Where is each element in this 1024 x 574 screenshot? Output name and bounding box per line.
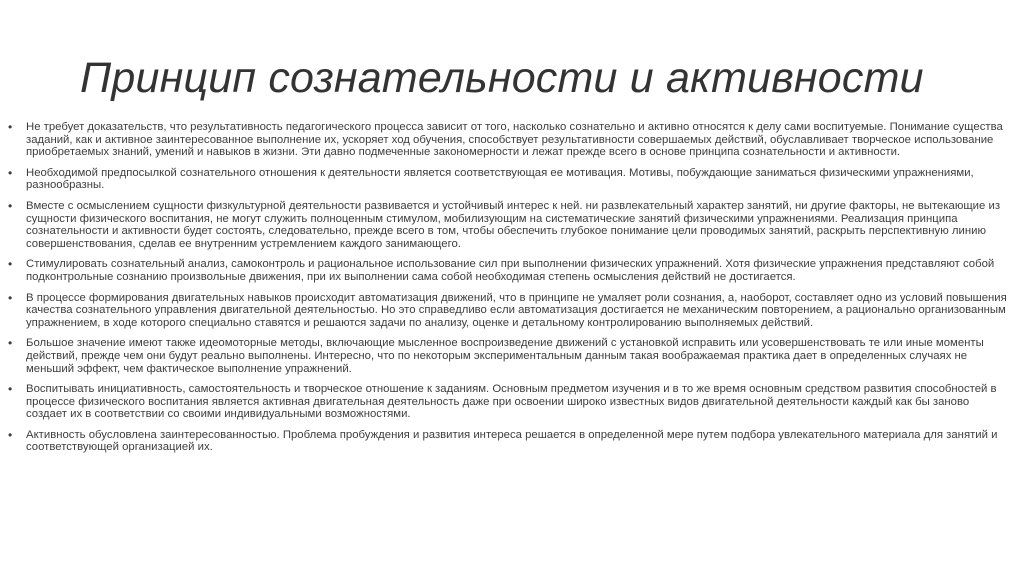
bullet-marker: •	[8, 427, 13, 442]
slide-title: Принцип сознательности и активности	[80, 54, 924, 102]
bullet-item	[8, 167, 1008, 192]
bullet-item	[8, 429, 1008, 454]
bullet-text: Большое значение имеют также идеомоторные методы, включающие мысленное воспроизведение движений с установкой исправить или усовершенствовать те или иные моменты действий, прежде чем они будут реально выполнены. Интересно, что по некоторым экспериментальным данным такая воображаемая практика дает в определенных случаях не меньший эффект, чем фактическое выполнение упражнений.	[26, 337, 984, 375]
bullet-marker: •	[8, 257, 13, 272]
bullet-item	[8, 292, 1008, 330]
bullet-marker: •	[8, 336, 13, 351]
bullet-item	[8, 121, 1008, 159]
bullet-item	[8, 258, 1008, 283]
bullet-text: Необходимой предпосылкой сознательного отношения к деятельности является соответствующая ее мотивация. Мотивы, побуждающие заниматься физическими упражнениями, разнообразны.	[26, 166, 974, 192]
bullet-marker: •	[8, 120, 13, 134]
bullet-item	[8, 200, 1008, 250]
bullet-item	[8, 383, 1008, 421]
bullet-text: В процессе формирования двигательных навыков происходит автоматизация движений, что в принципе не умаляет роли сознания, а, наоборот, составляет одно из условий повышения качества сознательного управления двигательной деятельностью. Но это справедливо если автоматизация достигается не механическим повторением, а рационально организованным упражнением, в ходе которого специально ставятся и решаются задачи по анализу, оценке и детальному контролированию выполняемых действий.	[26, 291, 1007, 329]
bullet-marker: •	[8, 198, 13, 213]
bullet-text: Стимулировать сознательный анализ, самоконтроль и рациональное использование сил при выполнении физических упражнений. Хотя физические упражнения представляют собой подконтрольные сознанию произвольные движения, при их выполнении сама собой необходимая степень осмысления действий не достигается.	[26, 258, 995, 283]
bullet-item	[8, 337, 1008, 375]
bullet-list	[8, 121, 1008, 462]
bullet-text: Не требует доказательств, что результативность педагогического процесса зависит от того, насколько сознательно и активно относятся к делу сами воспитуемые. Понимание существа заданий, как и активное заинтересованное выполнение их, ускоряет ход обучения, способствует результативности совершаемых действий, обуславливает творческое использование приобретаемых знаний, умений и навыков в жизни. Эти давно подмеченные закономерности и лежат прежде всего в основе принципа сознательности и активности.	[26, 121, 1003, 159]
bullet-marker: •	[8, 382, 13, 397]
bullet-text: Активность обусловлена заинтересованностью. Проблема пробуждения и развития интереса решается в определенной мере путем подбора увлекательного материала для занятий и соответствующей организацией их.	[26, 428, 998, 454]
bullet-marker: •	[8, 290, 13, 305]
bullet-text: Воспитывать инициативность, самостоятельность и творческое отношение к заданиям. Основным предметом изучения и в то же время основным средством развития способностей в процессе физического воспитания является активная двигательная деятельность даже при освоении широко известных видов двигательной деятельности каждый как бы заново создает их в соответствии со своими индивидуальными возможностями.	[26, 383, 997, 421]
bullet-marker: •	[8, 165, 13, 180]
bullet-text: Вместе с осмыслением сущности физкультурной деятельности развивается и устойчивый интерес к ней. ни развлекательный характер занятий, ни другие факторы, не вытекающие из сущности физического воспитания, не могут служить полноценным стимулом, мобилизующим на систематические занятий физическими упражнениями. Реализация принципа сознательности и активности будет состоять, следовательно, прежде всего в том, чтобы обеспечить глубокое понимание цели проводимых занятий, раскрыть перспективную линию совершенствования, сделав ее внутренним устремлением каждого занимающего.	[26, 199, 1001, 250]
